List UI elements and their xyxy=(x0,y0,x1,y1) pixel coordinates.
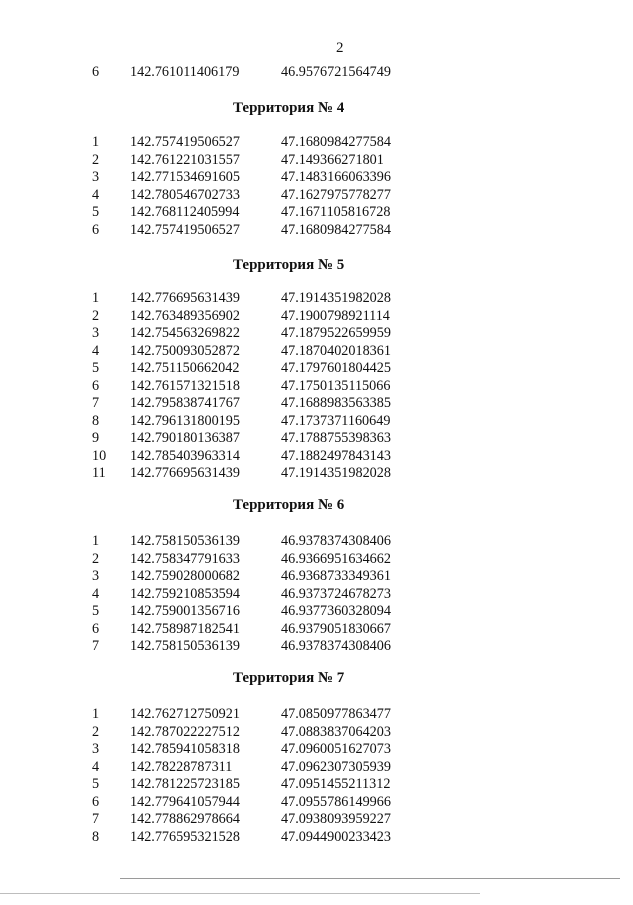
point-number: 4 xyxy=(92,342,100,359)
latitude-value: 47.149366271801 xyxy=(281,151,384,168)
longitude-value: 142.759210853594 xyxy=(130,585,240,602)
longitude-value: 142.758347791633 xyxy=(130,550,240,567)
point-number: 4 xyxy=(92,186,100,203)
latitude-value: 46.9368733349361 xyxy=(281,568,391,584)
point-number: 4 xyxy=(92,758,100,775)
longitude-value: 142.787022227512 xyxy=(130,723,240,740)
longitude-value: 142.750093052872 xyxy=(130,342,240,359)
longitude-value: 142.778862978664 xyxy=(130,811,240,827)
point-number: 7 xyxy=(92,811,100,827)
point-number: 1 xyxy=(92,706,100,722)
point-number: 6 xyxy=(92,620,100,637)
latitude-value: 47.1737371160649 xyxy=(281,412,391,429)
longitude-value: 142.776695631439 xyxy=(130,290,240,306)
latitude-value: 47.1914351982028 xyxy=(281,465,391,481)
latitude-value: 47.0944900233423 xyxy=(281,828,391,845)
point-number: 2 xyxy=(92,307,100,324)
latitude-value: 47.0883837064203 xyxy=(281,723,391,740)
longitude-value: 142.776595321528 xyxy=(130,828,240,845)
longitude-value: 142.796131800195 xyxy=(130,412,240,429)
longitude-value: 142.795838741767 xyxy=(130,395,240,411)
latitude-value: 47.1788755398363 xyxy=(281,430,391,446)
longitude-value: 142.757419506527 xyxy=(130,134,240,150)
latitude-value: 47.1671105816728 xyxy=(281,204,391,220)
latitude-value: 47.1750135115066 xyxy=(281,377,391,394)
point-number: 3 xyxy=(92,325,100,341)
latitude-value: 47.0850977863477 xyxy=(281,706,391,722)
longitude-value: 142.759001356716 xyxy=(130,603,240,619)
longitude-value: 142.754563269822 xyxy=(130,325,240,341)
latitude-value: 47.0938093959227 xyxy=(281,811,391,827)
point-number: 5 xyxy=(92,776,100,792)
point-number: 7 xyxy=(92,395,100,411)
latitude-value: 47.1797601804425 xyxy=(281,360,391,376)
point-number: 3 xyxy=(92,169,100,185)
longitude-value: 142.761221031557 xyxy=(130,151,240,168)
point-number: 6 xyxy=(92,377,100,394)
longitude-value: 142.785941058318 xyxy=(130,741,240,757)
scan-edge-line xyxy=(0,893,480,894)
territory-heading: Территория № 6 xyxy=(233,497,345,513)
longitude-value: 142.776695631439 xyxy=(130,465,240,481)
point-number: 5 xyxy=(92,603,100,619)
point-number: 7 xyxy=(92,638,100,654)
longitude-value: 142.758987182541 xyxy=(130,620,240,637)
latitude-value: 47.1882497843143 xyxy=(281,447,391,464)
point-number: 2 xyxy=(92,550,100,567)
longitude-value: 142.751150662042 xyxy=(130,360,240,376)
latitude-value: 46.9377360328094 xyxy=(281,603,391,619)
longitude-value: 142.771534691605 xyxy=(130,169,240,185)
page-number: 2 xyxy=(336,40,344,56)
latitude-value: 47.1680984277584 xyxy=(281,221,391,238)
latitude-value: 47.1914351982028 xyxy=(281,290,391,306)
longitude-value: 142.758150536139 xyxy=(130,533,240,549)
longitude-value: 142.790180136387 xyxy=(130,430,240,446)
point-number: 6 xyxy=(92,64,100,80)
latitude-value: 46.9366951634662 xyxy=(281,550,391,567)
latitude-value: 46.9378374308406 xyxy=(281,533,391,549)
point-number: 5 xyxy=(92,360,100,376)
latitude-value: 47.1900798921114 xyxy=(281,307,390,324)
longitude-value: 142.781225723185 xyxy=(130,776,240,792)
longitude-value: 142.785403963314 xyxy=(130,447,240,464)
point-number: 8 xyxy=(92,412,100,429)
point-number: 5 xyxy=(92,204,100,220)
longitude-value: 142.759028000682 xyxy=(130,568,240,584)
longitude-value: 142.761011406179 xyxy=(130,64,240,80)
point-number: 6 xyxy=(92,793,100,810)
longitude-value: 142.779641057944 xyxy=(130,793,240,810)
point-number: 3 xyxy=(92,741,100,757)
latitude-value: 47.1879522659959 xyxy=(281,325,391,341)
point-number: 3 xyxy=(92,568,100,584)
longitude-value: 142.78228787311 xyxy=(130,758,233,775)
territory-heading: Территория № 5 xyxy=(233,257,345,273)
latitude-value: 47.1688983563385 xyxy=(281,395,391,411)
longitude-value: 142.762712750921 xyxy=(130,706,240,722)
latitude-value: 46.9373724678273 xyxy=(281,585,391,602)
longitude-value: 142.761571321518 xyxy=(130,377,240,394)
latitude-value: 47.1483166063396 xyxy=(281,169,391,185)
point-number: 9 xyxy=(92,430,100,446)
point-number: 2 xyxy=(92,723,100,740)
point-number: 11 xyxy=(92,465,106,481)
latitude-value: 47.0960051627073 xyxy=(281,741,391,757)
territory-heading: Территория № 4 xyxy=(233,100,345,116)
point-number: 2 xyxy=(92,151,100,168)
latitude-value: 47.0955786149966 xyxy=(281,793,391,810)
latitude-value: 47.1870402018361 xyxy=(281,342,391,359)
point-number: 1 xyxy=(92,134,100,150)
longitude-value: 142.768112405994 xyxy=(130,204,240,220)
point-number: 4 xyxy=(92,585,100,602)
latitude-value: 46.9379051830667 xyxy=(281,620,391,637)
scan-edge-line xyxy=(120,878,620,879)
point-number: 1 xyxy=(92,290,100,306)
longitude-value: 142.757419506527 xyxy=(130,221,240,238)
latitude-value: 47.1627975778277 xyxy=(281,186,391,203)
latitude-value: 46.9576721564749 xyxy=(281,64,391,80)
longitude-value: 142.780546702733 xyxy=(130,186,240,203)
territory-heading: Территория № 7 xyxy=(233,670,345,686)
latitude-value: 46.9378374308406 xyxy=(281,638,391,654)
latitude-value: 47.1680984277584 xyxy=(281,134,391,150)
longitude-value: 142.758150536139 xyxy=(130,638,240,654)
latitude-value: 47.0951455211312 xyxy=(281,776,391,792)
point-number: 1 xyxy=(92,533,100,549)
longitude-value: 142.763489356902 xyxy=(130,307,240,324)
point-number: 10 xyxy=(92,447,107,464)
latitude-value: 47.0962307305939 xyxy=(281,758,391,775)
point-number: 8 xyxy=(92,828,100,845)
point-number: 6 xyxy=(92,221,100,238)
